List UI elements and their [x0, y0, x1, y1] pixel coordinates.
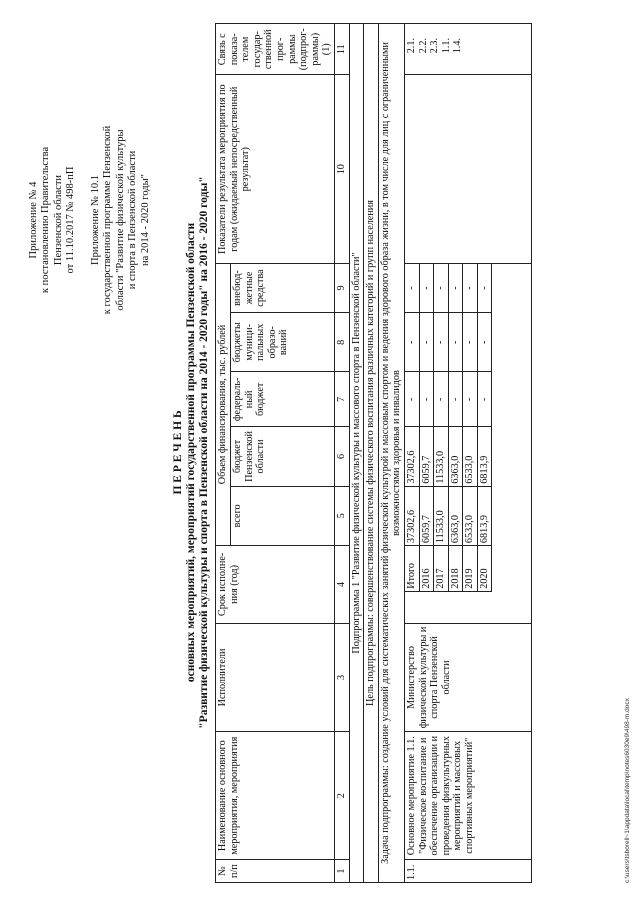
appendix-10-1-line: и спорта в Пензенской области: [127, 150, 139, 290]
col-number: 2: [334, 732, 349, 860]
spacer-cell: [463, 591, 478, 623]
year-cell: Итого: [404, 546, 419, 592]
appendix-4-line: к постановлению Правительства: [40, 146, 52, 294]
regional-cell: 11533,0: [434, 427, 449, 486]
federal-cell: -: [434, 372, 449, 427]
subprogram-goal: Цель подпрограммы: совершенствование системы физического воспитания различных категорий и групп населения: [364, 24, 379, 883]
total-cell: 11533,0: [434, 486, 449, 545]
spacer-cell: [434, 591, 449, 623]
indicators-cell: [404, 75, 532, 263]
appendix-4-block: [28, 90, 78, 350]
municipal-cell: -: [434, 313, 449, 372]
file-path-footer: c:\users\tsborell~1\appdata\local\temp\notes6030e9\498-m.docx: [624, 698, 631, 883]
appendix-10-1-line: Приложение № 10.1: [90, 175, 101, 265]
header-regional: бюджет Пензенской области: [230, 427, 334, 486]
appendix-4-line: Приложение № 4: [28, 181, 39, 259]
title-line: П Е Р Е Ч Е Н Ь: [172, 410, 184, 495]
offbudget-cell: -: [404, 263, 419, 312]
header-row: [216, 24, 231, 883]
federal-cell: -: [448, 372, 463, 427]
appendix-10-1-block: [90, 90, 152, 350]
appendix-10-1-line: области "Развитие физической культуры: [114, 129, 126, 311]
header-total: всего: [230, 486, 334, 545]
col-number: 11: [334, 24, 349, 75]
goal-row: [364, 24, 379, 883]
header-name: Наименование основного мероприятия, мероприятия: [216, 732, 335, 860]
year-cell: 2017: [434, 546, 449, 592]
link-code: 1.4.: [452, 38, 464, 54]
table-row: [404, 24, 419, 883]
header-funding: Объем финансирования, тыс. рублей: [216, 263, 231, 545]
year-cell: 2016: [419, 546, 434, 592]
spacer-cell: [477, 591, 492, 623]
municipal-cell: -: [477, 313, 492, 372]
total-cell: 6813,9: [477, 486, 492, 545]
title-line: "Развитие физической культуры и спорта в Пензенской области на 2014 - 2020 годы" на 2016 - 2020 годы": [197, 176, 210, 729]
link-code: 1.1.: [440, 38, 452, 54]
header-executor: Исполнители: [216, 623, 335, 732]
federal-cell: -: [477, 372, 492, 427]
column-number-row: [334, 24, 349, 883]
col-number: 7: [334, 372, 349, 427]
municipal-cell: -: [463, 313, 478, 372]
offbudget-cell: -: [463, 263, 478, 312]
total-cell: 6363,0: [448, 486, 463, 545]
subprogram-row: [349, 24, 364, 883]
total-cell: 37302,6: [404, 486, 419, 545]
measures-table: [215, 23, 532, 883]
header-federal: федераль- ный бюджет: [230, 372, 334, 427]
link-code: 2.3.: [429, 38, 441, 54]
links-cell: [404, 24, 532, 75]
header-indicators: Показатели результата мероприятия по годам (ожидаемый непосредственный результат): [216, 75, 335, 263]
offbudget-cell: -: [419, 263, 434, 312]
col-number: 4: [334, 546, 349, 624]
spacer-cell: [404, 591, 419, 623]
col-number: 9: [334, 263, 349, 312]
regional-cell: 6363,0: [448, 427, 463, 486]
municipal-cell: -: [448, 313, 463, 372]
row-name: Основное мероприятие 1.1. "Физическое воспитание и обеспечение организации и проведения физкультурных мероприятий и массовых спортивных мероприятий": [404, 732, 532, 860]
appendix-4-line: от 11.10.2017 № 498-пП: [65, 166, 77, 274]
offbudget-cell: -: [448, 263, 463, 312]
col-number: 6: [334, 427, 349, 486]
header-num: № п/п: [216, 860, 335, 883]
subprogram-task: Задача подпрограммы: создание условий для систематических занятий физической культурой и массовым спортом и ведения здорового образа жизни, в том числе для лиц с ограниченными возможностями здоровья и инвалидов: [378, 24, 404, 883]
year-cell: 2020: [477, 546, 492, 592]
regional-cell: 6533,0: [463, 427, 478, 486]
appendix-10-1-line: к государственной программе Пензенской: [102, 125, 114, 315]
year-cell: 2019: [463, 546, 478, 592]
col-number: 1: [334, 860, 349, 883]
col-number: 3: [334, 623, 349, 732]
federal-cell: -: [404, 372, 419, 427]
total-cell: 6533,0: [463, 486, 478, 545]
regional-cell: 37302,6: [404, 427, 419, 486]
federal-cell: -: [463, 372, 478, 427]
municipal-cell: -: [404, 313, 419, 372]
link-code: 2.2.: [417, 38, 429, 54]
offbudget-cell: -: [477, 263, 492, 312]
regional-cell: 6813,9: [477, 427, 492, 486]
municipal-cell: -: [419, 313, 434, 372]
col-number: 8: [334, 313, 349, 372]
federal-cell: -: [419, 372, 434, 427]
title-line: основных мероприятий, мероприятий государственной программы Пензенской области: [184, 222, 197, 683]
appendix-10-1-line: на 2014 - 2020 годы": [139, 174, 151, 266]
row-executor: Министерство физической культуры и спорта Пензенской области: [404, 623, 532, 732]
row-num: 1.1.: [404, 860, 532, 883]
link-code: 2.1.: [405, 38, 417, 54]
empty-cell: [492, 263, 532, 623]
task-row: [378, 24, 404, 883]
header-municipal: бюджеты муници- пальных образо- ваний: [230, 313, 334, 372]
offbudget-cell: -: [434, 263, 449, 312]
subprogram-title: Подпрограмма 1 "Развитие физической культуры и массового спорта в Пензенской области": [349, 24, 364, 883]
col-number: 5: [334, 486, 349, 545]
header-term: Срок исполне- ния (год): [216, 546, 335, 624]
appendix-4-line: Пензенской области: [52, 174, 64, 266]
header-offbudget: внебюд- жетные средства: [230, 263, 334, 312]
header-link: Связь с показа- телем государ- ственной прог- раммы (подпрог- раммы) (1): [216, 24, 335, 75]
total-cell: 6059,7: [419, 486, 434, 545]
spacer-cell: [419, 591, 434, 623]
regional-cell: 6059,7: [419, 427, 434, 486]
year-cell: 2018: [448, 546, 463, 592]
spacer-cell: [448, 591, 463, 623]
document-title: [172, 20, 210, 885]
col-number: 10: [334, 75, 349, 263]
